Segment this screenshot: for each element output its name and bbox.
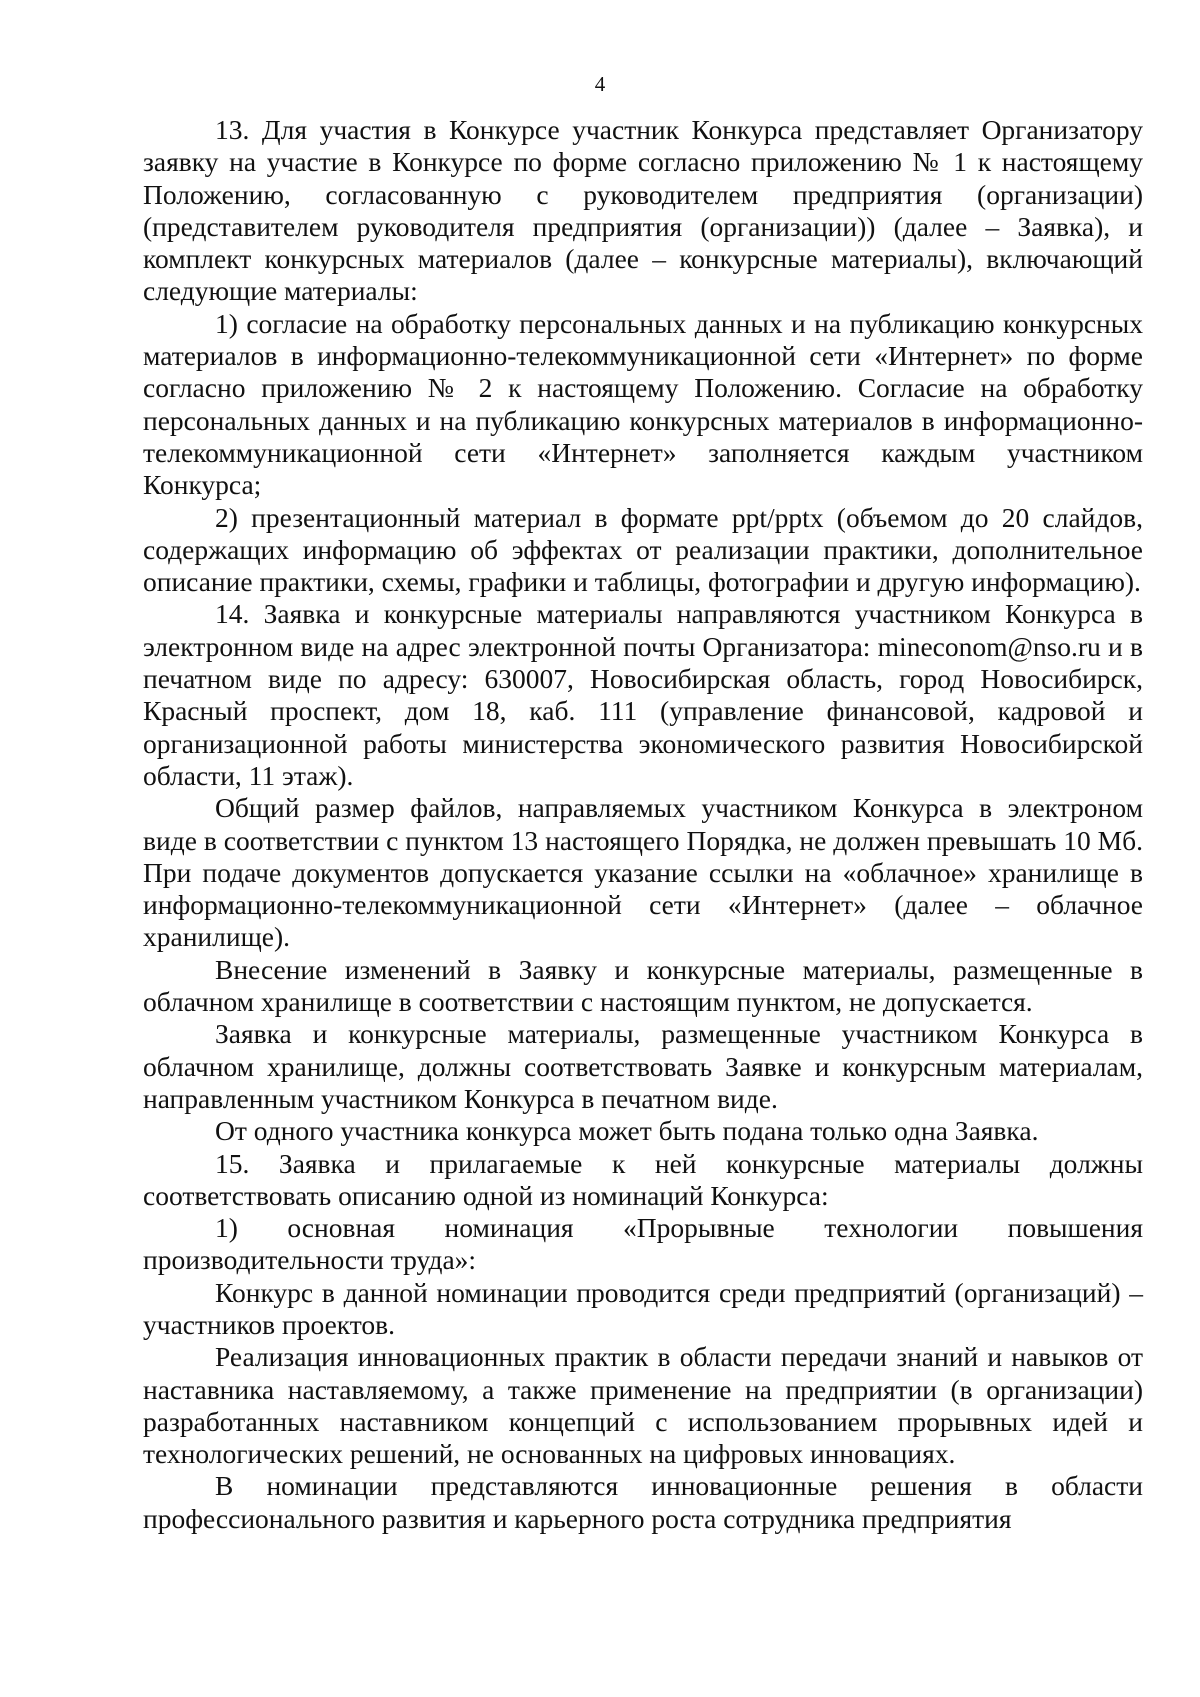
paragraph-13-item-1: 1) согласие на обработку персональных данных и на публикацию конкурсных материалов в информационно-телекоммуникационной сети «Интернет» по форме согласно приложению № 2 к настоящему Положению. Согласие на обработку персональных данных и на публикацию конкурсных материалов в информационно-телекоммуникационной сети «Интернет» заполняется каждым участником Конкурса; [143, 307, 1143, 501]
paragraph-one-application: От одного участника конкурса может быть подана только одна Заявка. [215, 1115, 1039, 1147]
paragraph-file-size: Общий размер файлов, направляемых участником Конкурса в электроном виде в соответствии с пунктом 13 настоящего Порядка, не должен превышать 10 Мб. При подаче документов допускается указание ссылки на «облачное» хранилище в информационно-телекоммуникационной сети «Интернет» (далее – облачное хранилище). [143, 792, 1143, 953]
paragraph-15-item-1: 1) основная номинация «Прорывные технологии повышения производительности труда»: [143, 1212, 1143, 1276]
paragraph-13: 13. Для участия в Конкурсе участник Конкурса представляет Организатору заявку на участие в Конкурсе по форме согласно приложению № 1 к настоящему Положению, согласованную с руководителем предприятия (организации) (представителем руководителя предприятия (организации)) (далее – Заявка), и комплект конкурсных материалов (далее – конкурсные материалы), включающий следующие материалы: [143, 114, 1143, 307]
paragraph-innovative-practices: Реализация инновационных практик в области передачи знаний и навыков от наставника наставляемому, а также применение на предприятии (в организации) разработанных наставником концепций с использованием прорывных идей и технологических решений, не основанных на цифровых инновациях. [143, 1341, 1143, 1470]
paragraph-13-item-2: 2) презентационный материал в формате ppt/pptx (объемом до 20 слайдов, содержащих информацию об эффектах от реализации практики, дополнительное описание практики, схемы, графики и таблицы, фотографии и другую информацию). [143, 501, 1143, 598]
paragraph-nomination-participants: Конкурс в данной номинации проводится среди предприятий (организаций) – участников проектов. [143, 1276, 1143, 1340]
paragraph-cloud-match: Заявка и конкурсные материалы, размещенные участником Конкурса в облачном хранилище, должны соответствовать Заявке и конкурсным материалам, направленным участником Конкурса в печатном виде. [143, 1018, 1143, 1114]
paragraph-nomination-solutions: В номинации представляются инновационные решения в области профессионального развития и карьерного роста сотрудника предприятия [143, 1470, 1143, 1534]
paragraph-14: 14. Заявка и конкурсные материалы направляются участником Конкурса в электронном виде на адрес электронной почты Организатора: mineconom@nso.ru и в печатном виде по адресу: 630007, Новосибирская область, город Новосибирск, Красный проспект, дом 18, каб. 111 (управление финансовой, кадровой и организационной работы министерства экономического развития Новосибирской области, 11 этаж). [143, 598, 1143, 791]
page-number: 4 [594, 72, 606, 96]
paragraph-15: 15. Заявка и прилагаемые к ней конкурсные материалы должны соответствовать описанию одной из номинаций Конкурса: [143, 1147, 1143, 1211]
paragraph-no-changes: Внесение изменений в Заявку и конкурсные материалы, размещенные в облачном хранилище в соответствии с настоящим пунктом, не допускается. [143, 953, 1143, 1018]
document-body [143, 114, 1143, 1535]
